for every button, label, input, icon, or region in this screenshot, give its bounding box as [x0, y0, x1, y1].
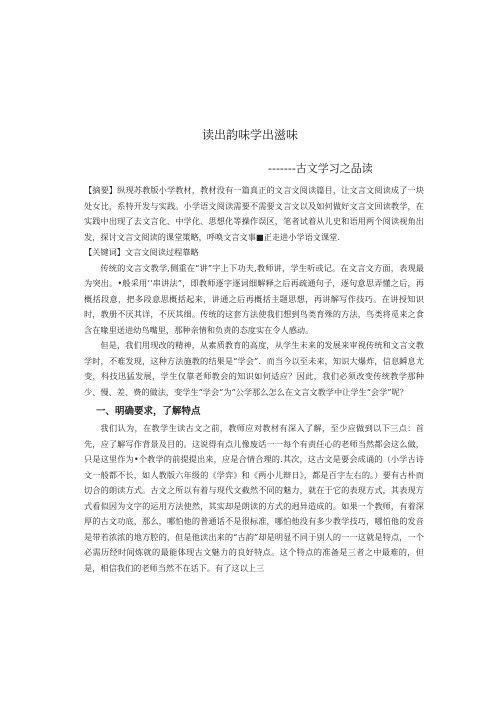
keywords-line: 【关键词】文言文阅读过程靠略 — [84, 247, 199, 257]
document-subtitle: -------古文学习之品读 — [268, 162, 373, 175]
section-heading: 一、明确要求，了解特点 — [96, 406, 201, 417]
document-body — [84, 183, 424, 576]
intro-paragraph-1: 传统的文言文教学,侧重在“讲”字上下功夫,教师讲，学生听或记。在文言文方面，表现最为突出。•般采用’‘串讲法”，即教师逐字逐词细解释之后再疏通句子，逐句意思弄懂之后，再概括段意，把多段意思概括起来，讲通之后再概括主题思想，再讲解写作技巧。在讲授知识时，教册不厌其详，不厌其细。传统的这套方法使我们想到鸟类育殊的方法，鸟类将觅来之食含在喙里送进幼鸟嘴里，那种亲情和负责的态度实在令人感动。 — [84, 262, 424, 335]
abstract-paragraph: 【摘要】纵现苏教版小学教材，教材没有一篇真正的文言文阅读篇目，让文言文阅读成了一块处女比，系特开发与实践。小学语文阅读需要不需要文言文以及如何做好文言文回读教学，在实践中出现了去文言化、中学化、思想化等操作误区，笔者试着从儿史和语用两个阅读视角出发，探讨文言文阅读的课堂策略，呼唤文言文事■正走进小学语文课堂. — [84, 185, 424, 242]
document-title: 读出韵味学出滋味 — [201, 128, 298, 142]
section-paragraph: 我们认为，在教学生读古文之前，教师应对教材有深入了解，至少应做到以下三点：首先，应了解写作背景及目的。这说得有点儿像废话一一每个有责任心的老师当然都会这么做，只是这里作为•个教学的前提提出来，应是合情合理的.其次，这古文是要会成诵的（小学古诗文一般都不长，如人教版六年级的《学弈》和《两小儿辩日》，都是百字左右的。）要有古朴而切合的朗读方式。古文之所以有着与现代文截然不同的魅力，就在于它的表现方式，其表现方式看似因为文字的运用方法使然，其实却是朗读的方式的迥异造成的。如果一个教师，有着深厚的古文功底，那么，哪怕他的普通话不是很标准，哪怕他没有多少教学技巧，哪怕他的发音是带若浓浓的地方腔的，但是他读出来的“古韵”却是明显不同于别人的一一这就是特点，一个必需历经时间炼就的最能体现古文魅力的良好特点。这个特点的准备是三者之中最难的，但是，相信我们的老师当然不在话下。有了这以上三 — [84, 423, 424, 573]
intro-paragraph-2: 但是，我们用现改的精神，从素质教育的高度，从学生未来的发展来审视传统和文言文教学时，不难发现，这种方法施教的结果是“学会”．而当今以至未来，知识大爆炸，信息瞬息尤变，科技迅猛发展，学生仅靠老师教会的知识如何适应？因此，我们必须改变传统教学那种少、慢、差、费的做法，变学生“学会”为“公学那么怎么在文言文教学中让学生“会学”呢？ — [84, 340, 424, 397]
